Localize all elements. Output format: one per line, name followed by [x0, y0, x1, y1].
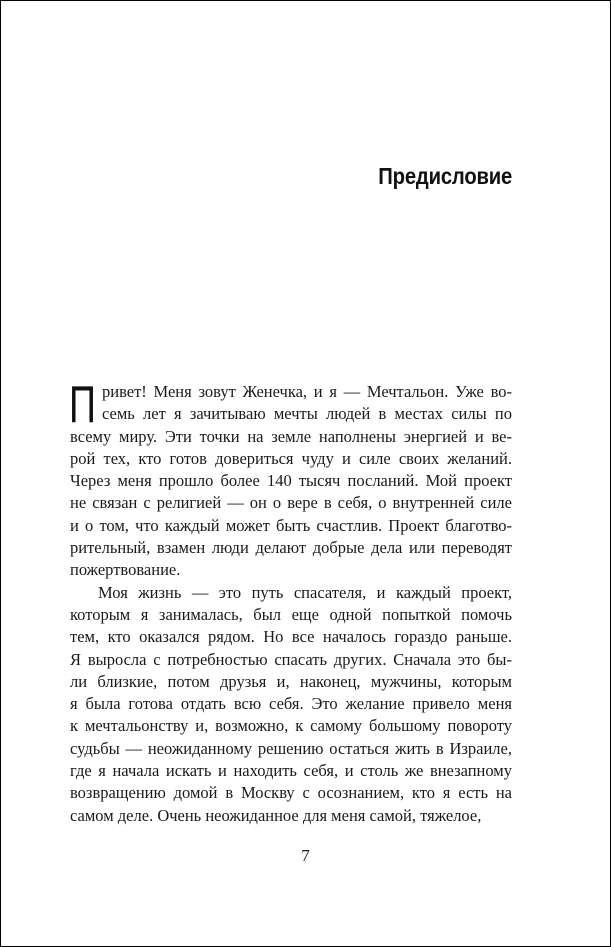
text-line: ривет! Меня зовут Женечка, и я — Мечтальон. Уже во-	[102, 382, 512, 401]
text-line: пожертвование.	[70, 560, 181, 580]
text-line: которым я занималась, был еще одной попыткой помочь	[70, 604, 512, 624]
text-line: ли близкие, потом друзья и, наконец, мужчины, которым	[70, 671, 512, 691]
text-line: где я начала искать и находить себя, и столь же внезапному	[70, 761, 512, 781]
body-text	[69, 376, 512, 827]
text-line: тем, кто оказался рядом. Но все началось гораздо раньше.	[70, 627, 512, 647]
text-line: Моя жизнь — это путь спасателя, и каждый проект,	[98, 582, 512, 602]
text-line: я была готова отдать всю себя. Это желание привело меня	[70, 694, 512, 714]
paragraph-2	[70, 582, 512, 827]
text-line: рой тех, кто готов довериться чуду и силе своих желаний.	[70, 448, 512, 468]
text-line: Через меня прошло более 140 тысяч посланий. Мой проект	[70, 471, 512, 491]
text-line: и о том, что каждый может быть счастлив. Проект благотво-	[70, 515, 512, 535]
text-line: возвращению домой в Москву с осознанием, кто я есть на	[70, 783, 512, 803]
text-line: рительный, взамен люди делают добрые дела или переводят	[70, 538, 512, 558]
chapter-title: Предисловие	[378, 163, 512, 189]
text-line: судьбы — неожиданному решению остаться жить в Израиле,	[70, 738, 512, 758]
text-line: самом деле. Очень неожиданное для меня самой, тяжелое,	[70, 805, 482, 825]
text-line: к мечтальонству и, возможно, к самому большому повороту	[70, 716, 512, 736]
page-number: 7	[301, 846, 310, 865]
paragraph-1	[69, 376, 512, 582]
text-line: всему миру. Эти точки на земле наполнены энергией и ве-	[70, 426, 512, 446]
text-line: не связан с религией — он о вере в себя, о внутренней силе	[70, 493, 512, 513]
text-line: Я выросла с потребностью спасать других. Сначала это бы-	[70, 649, 512, 669]
text-line: семь лет я зачитываю мечты людей в местах силы по	[102, 404, 512, 424]
drop-cap: П	[69, 376, 96, 434]
